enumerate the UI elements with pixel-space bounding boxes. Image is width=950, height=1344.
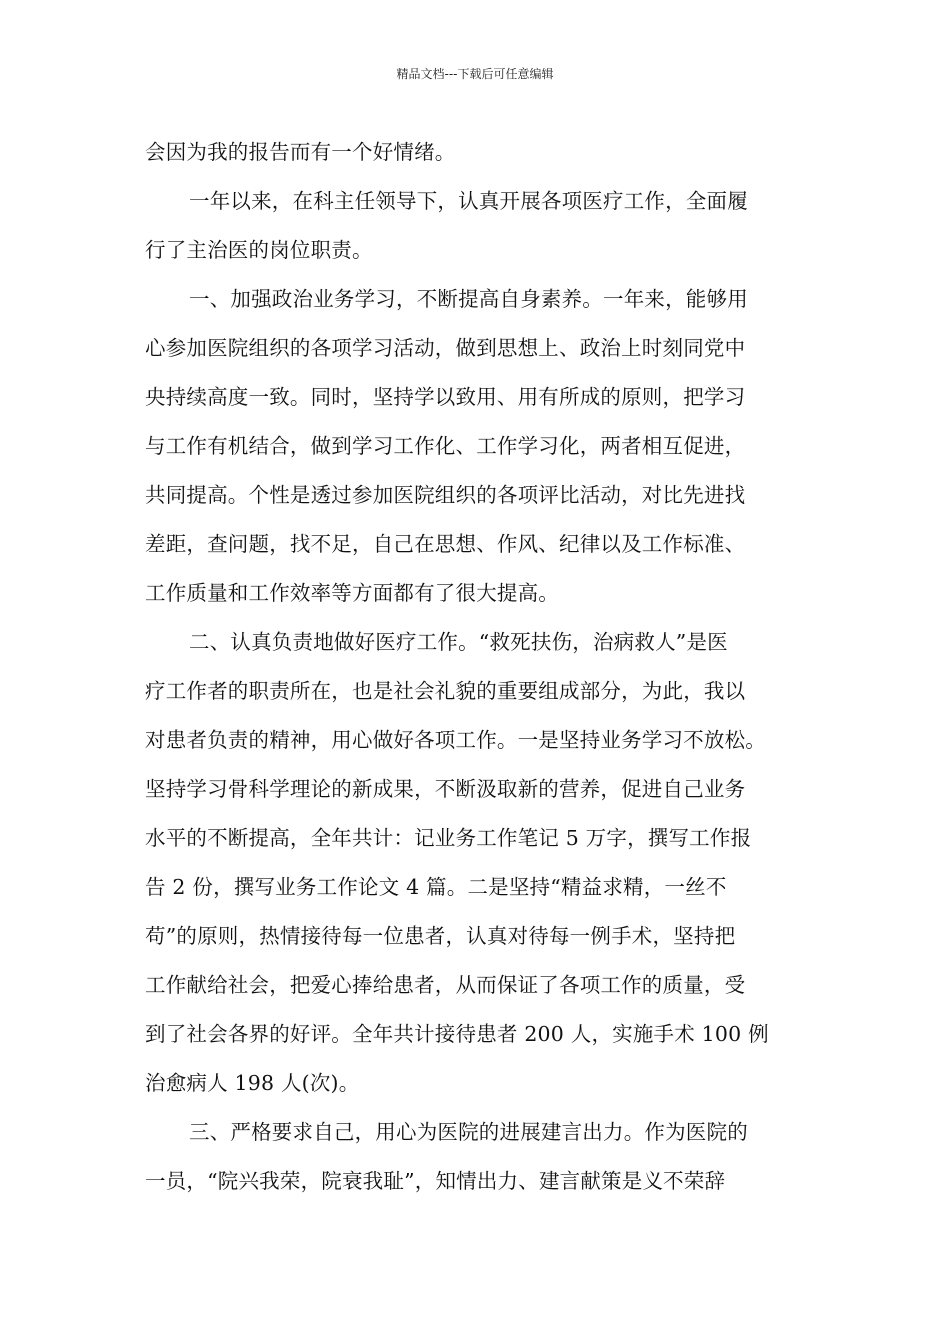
text-line: 疗工作者的职责所在，也是社会礼貌的重要组成部分，为此，我以 — [145, 679, 746, 703]
text-line: 坚持学习骨科学理论的新成果，不断汲取新的营养，促进自己业务 — [145, 777, 746, 801]
text-line: 一员，“院兴我荣，院衰我耻”，知情出力、建言献策是义不荣辞 — [145, 1169, 726, 1193]
text-line: 一年以来，在科主任领导下，认真开展各项医疗工作，全面履 — [189, 189, 748, 213]
document-body — [145, 128, 845, 1206]
text-line: 会因为我的报告而有一个好情绪。 — [145, 140, 456, 164]
text-line: 与工作有机结合，做到学习工作化、工作学习化，两者相互促进， — [145, 434, 746, 458]
text-line: 一、加强政治业务学习，不断提高自身素养。一年来，能够用 — [189, 287, 748, 311]
text-line: 共同提高。个性是透过参加医院组织的各项评比活动，对比先进找 — [145, 483, 746, 507]
text-line: 心参加医院组织的各项学习活动，做到思想上、政治上时刻同党中 — [145, 336, 746, 360]
text-line: 到了社会各界的好评。全年共计接待患者 200 人，实施手术 100 例 — [145, 1022, 769, 1046]
text-line: 央持续高度一致。同时，坚持学以致用、用有所成的原则，把学习 — [145, 385, 746, 409]
text-line: 工作献给社会，把爱心捧给患者，从而保证了各项工作的质量，受 — [145, 973, 746, 997]
text-line: 苟”的原则，热情接待每一位患者，认真对待每一例手术，坚持把 — [145, 924, 736, 948]
text-line: 三、严格要求自己，用心为医院的进展建言出力。作为医院的 — [189, 1120, 748, 1144]
page-header: 精品文档---下载后可任意编辑 — [396, 67, 554, 81]
text-line: 二、认真负责地做好医疗工作。“救死扶伤，治病救人”是医 — [189, 630, 728, 654]
text-line: 告 2 份，撰写业务工作论文 4 篇。二是坚持“精益求精，一丝不 — [145, 875, 727, 899]
text-line: 行了主治医的岗位职责。 — [145, 238, 373, 262]
text-line: 差距，查问题，找不足，自己在思想、作风、纪律以及工作标准、 — [145, 532, 746, 556]
text-line: 对患者负责的精神，用心做好各项工作。一是坚持业务学习不放松。 — [145, 728, 766, 752]
text-line: 工作质量和工作效率等方面都有了很大提高。 — [145, 581, 559, 605]
text-line: 治愈病人 198 人(次)。 — [145, 1071, 360, 1095]
text-line: 水平的不断提高，全年共计：记业务工作笔记 5 万字，撰写工作报 — [145, 826, 752, 850]
